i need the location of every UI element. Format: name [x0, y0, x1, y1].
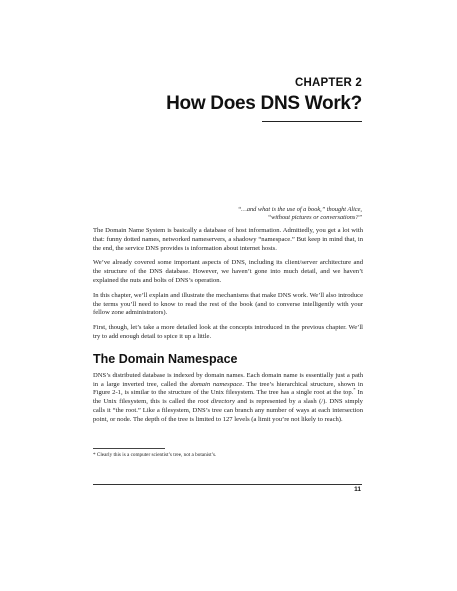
- title-rule: [262, 121, 362, 122]
- paragraph-3: In this chapter, we’ll explain and illustrate the mechanisms that make DNS work. We’ll also introduce the terms you’ll need to know to read the rest of the book (and to converse intelligently with your fellow zone administrators).: [93, 291, 363, 317]
- chapter-label: CHAPTER 2: [295, 77, 362, 89]
- section-heading: The Domain Namespace: [93, 351, 238, 366]
- term-root-directory: root directory: [197, 398, 235, 406]
- paragraph-5-part-d: and is represented by a slash (/). DNS simply calls it “the root.” Like a filesystem, DNS’s tree can branch any number of ways at each intersection point, or node. The depth of the tree is limited to 127 levels (a limit you’re not likely to reach).: [93, 398, 363, 423]
- footnote-marker: *: [353, 387, 356, 393]
- body-text: [93, 227, 363, 431]
- epigraph-line-2: “without pictures or conversations?”: [267, 214, 362, 222]
- paragraph-5: [93, 372, 363, 425]
- footnote: * Clearly this is a computer scientist’s tree, not a botanist’s.: [93, 452, 217, 458]
- page-number: 11: [354, 486, 361, 493]
- paragraph-1: The Domain Name System is basically a database of host information. Admittedly, you get a lot with that: funny dotted names, networked nameservers, a shadowy “namespace.” But keep in mind that, in the end, the service DNS provides is information about internet hosts.: [93, 227, 363, 252]
- chapter-title: How Does DNS Work?: [166, 93, 362, 114]
- term-domain-namespace: domain namespace: [190, 380, 243, 388]
- paragraph-5-part-a: DNS’s distributed database is indexed by domain names. Each domain name is essentially just a path in a large inverted tree, called the: [93, 371, 363, 388]
- epigraph: [142, 206, 362, 223]
- footnote-rule: [93, 448, 165, 449]
- paragraph-2: We’ve already covered some important aspects of DNS, including its client/server architecture and the structure of the DNS database. However, we haven’t gone into much detail, and we haven’t explained the nuts and bolts of DNS’s operation.: [93, 259, 363, 284]
- epigraph-line-1: “…and what is the use of a book,” thought Alice,: [237, 206, 362, 213]
- paragraph-5-part-b: . The tree’s hierarchical structure, shown in Figure 2-1, is similar to the structure of the Unix filesystem. The tree has a single root at the top.: [93, 380, 363, 397]
- paragraph-4: First, though, let’s take a more detailed look at the concepts introduced in the previous chapter. We’ll try to add enough detail to spice it up a little.: [93, 324, 363, 340]
- bottom-rule: [93, 484, 362, 485]
- paragraph-5-part-c: In the Unix filesystem, this is called the: [93, 389, 363, 406]
